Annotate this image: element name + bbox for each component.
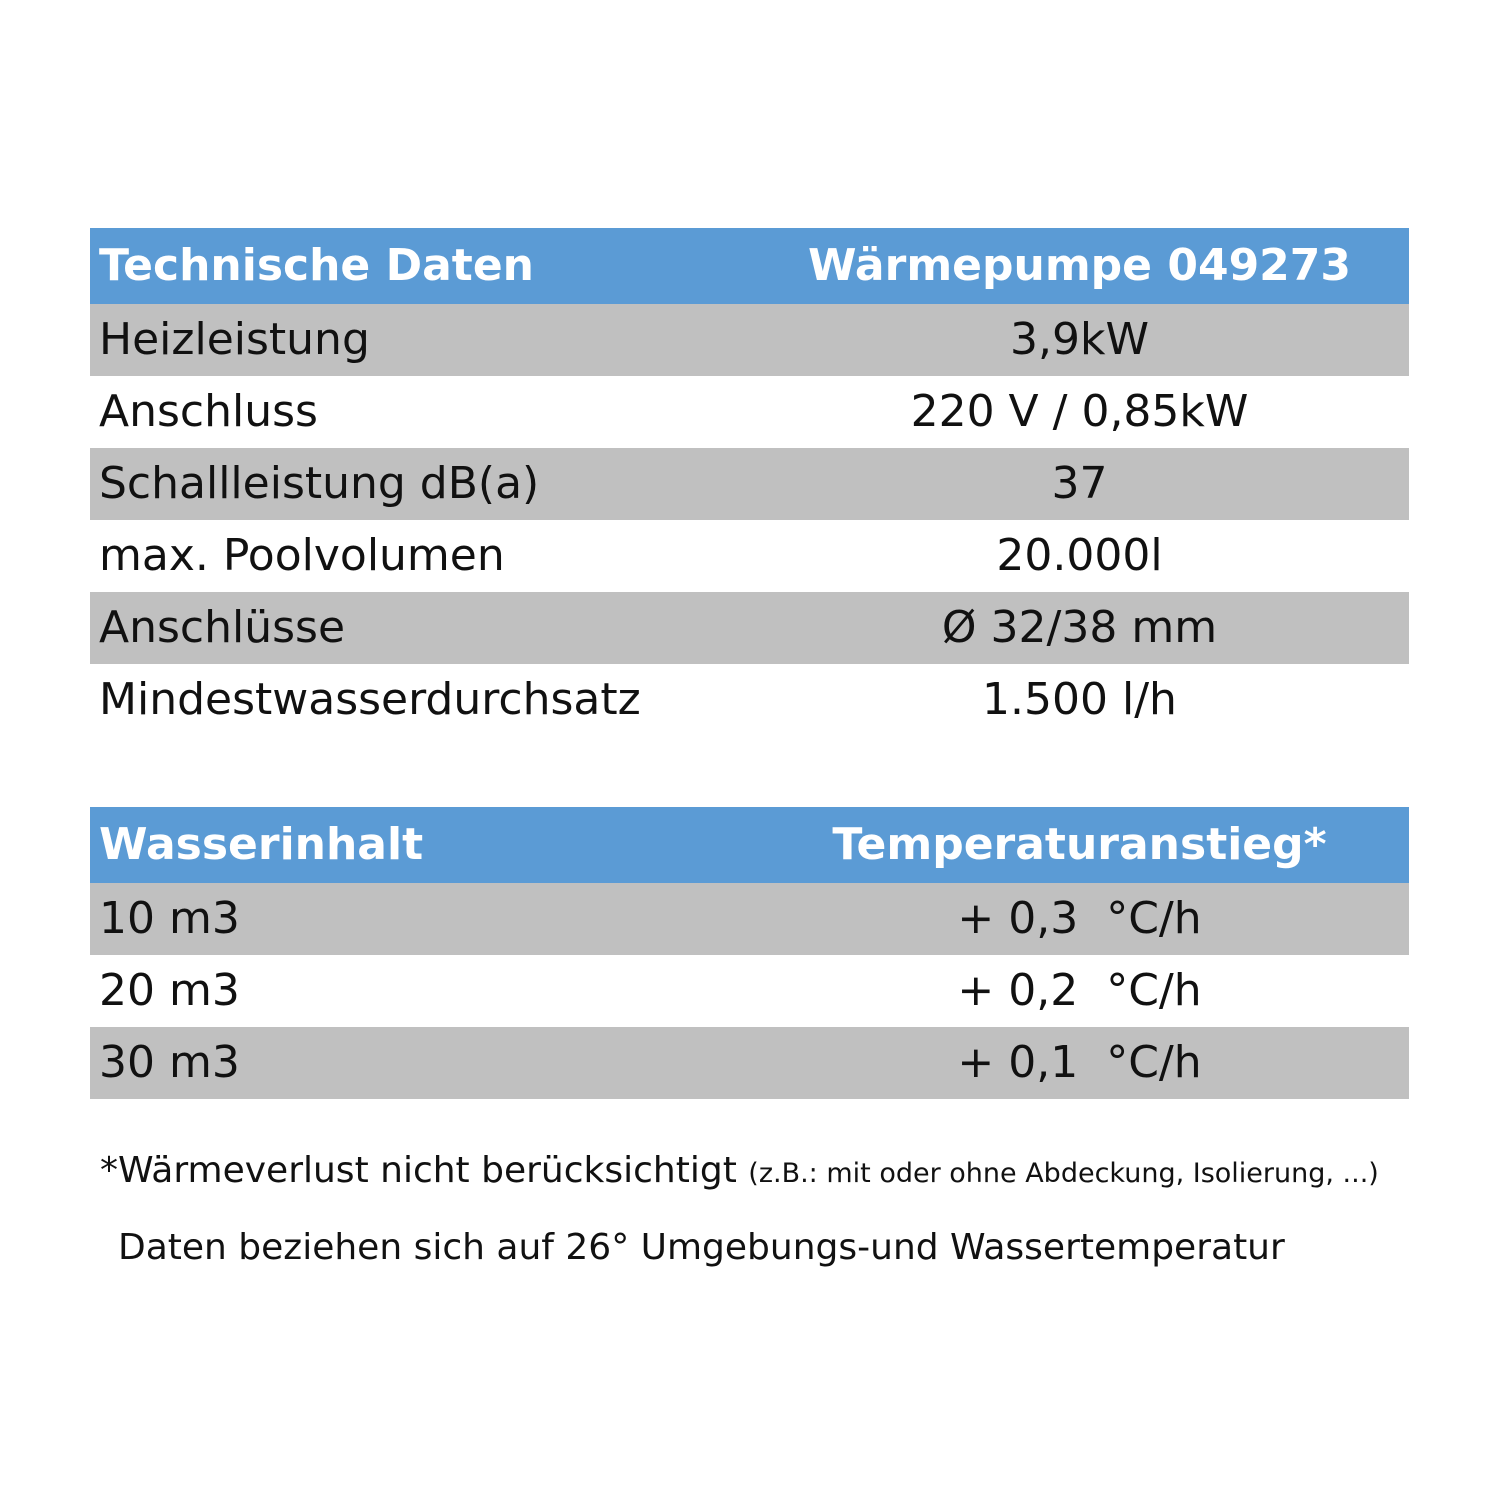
- row-label: Anschlüsse: [99, 602, 346, 653]
- table-row-anschluss: [90, 376, 1409, 448]
- temperature-rise-header-row: [90, 807, 1409, 883]
- row-value: 220 V / 0,85kW: [910, 386, 1249, 437]
- temperature-rise-table: [90, 807, 1409, 1099]
- row-label: Anschluss: [99, 386, 318, 437]
- table-row-heizleistung: [90, 304, 1409, 376]
- temperature-rise-unit: °C/h: [1106, 1037, 1202, 1088]
- row-value: 20.000l: [996, 530, 1163, 581]
- technical-data-header-row: [90, 228, 1409, 304]
- table-row-20m3: [90, 955, 1409, 1027]
- temperature-rise-value: + 0,1: [957, 1037, 1079, 1088]
- technical-data-header-label: Technische Daten: [99, 240, 534, 291]
- row-label: Mindestwasserdurchsatz: [99, 674, 641, 725]
- temperature-rise-value: + 0,2: [957, 965, 1079, 1016]
- row-value: 1.500 l/h: [982, 674, 1177, 725]
- row-label: 30 m3: [99, 1037, 240, 1088]
- table-row-schallleistung: [90, 448, 1409, 520]
- temperature-rise-unit: °C/h: [1106, 893, 1202, 944]
- heat-loss-footnote: [100, 1150, 1379, 1191]
- row-value: 37: [1051, 458, 1108, 509]
- footnote-small-text: (z.B.: mit oder ohne Abdeckung, Isolierung, ...): [748, 1158, 1379, 1189]
- row-label: 20 m3: [99, 965, 240, 1016]
- row-value: Ø 32/38 mm: [941, 602, 1218, 653]
- row-label: max. Poolvolumen: [99, 530, 505, 581]
- temperature-rise-unit: °C/h: [1106, 965, 1202, 1016]
- table-row-10m3: [90, 883, 1409, 955]
- row-value: [750, 883, 1409, 955]
- row-value: [750, 955, 1409, 1027]
- table-row-mindestwasserdurchsatz: [90, 664, 1409, 736]
- row-label: Schallleistung dB(a): [99, 458, 540, 509]
- temperature-rise-header: Temperaturanstieg*: [832, 819, 1327, 870]
- reference-conditions-note: Daten beziehen sich auf 26° Umgebungs-und Wassertemperatur: [118, 1227, 1285, 1268]
- technical-data-table: [90, 228, 1409, 736]
- water-volume-header: Wasserinhalt: [99, 819, 424, 870]
- table-row-anschluesse: [90, 592, 1409, 664]
- row-value: 3,9kW: [1010, 314, 1149, 365]
- table-row-poolvolumen: [90, 520, 1409, 592]
- row-label: 10 m3: [99, 893, 240, 944]
- table-row-30m3: [90, 1027, 1409, 1099]
- temperature-rise-value: + 0,3: [957, 893, 1079, 944]
- product-name-header: Wärmepumpe 049273: [807, 240, 1352, 291]
- row-value: [750, 1027, 1409, 1099]
- footnote-main-text: *Wärmeverlust nicht berücksichtigt: [100, 1150, 737, 1191]
- row-label: Heizleistung: [99, 314, 370, 365]
